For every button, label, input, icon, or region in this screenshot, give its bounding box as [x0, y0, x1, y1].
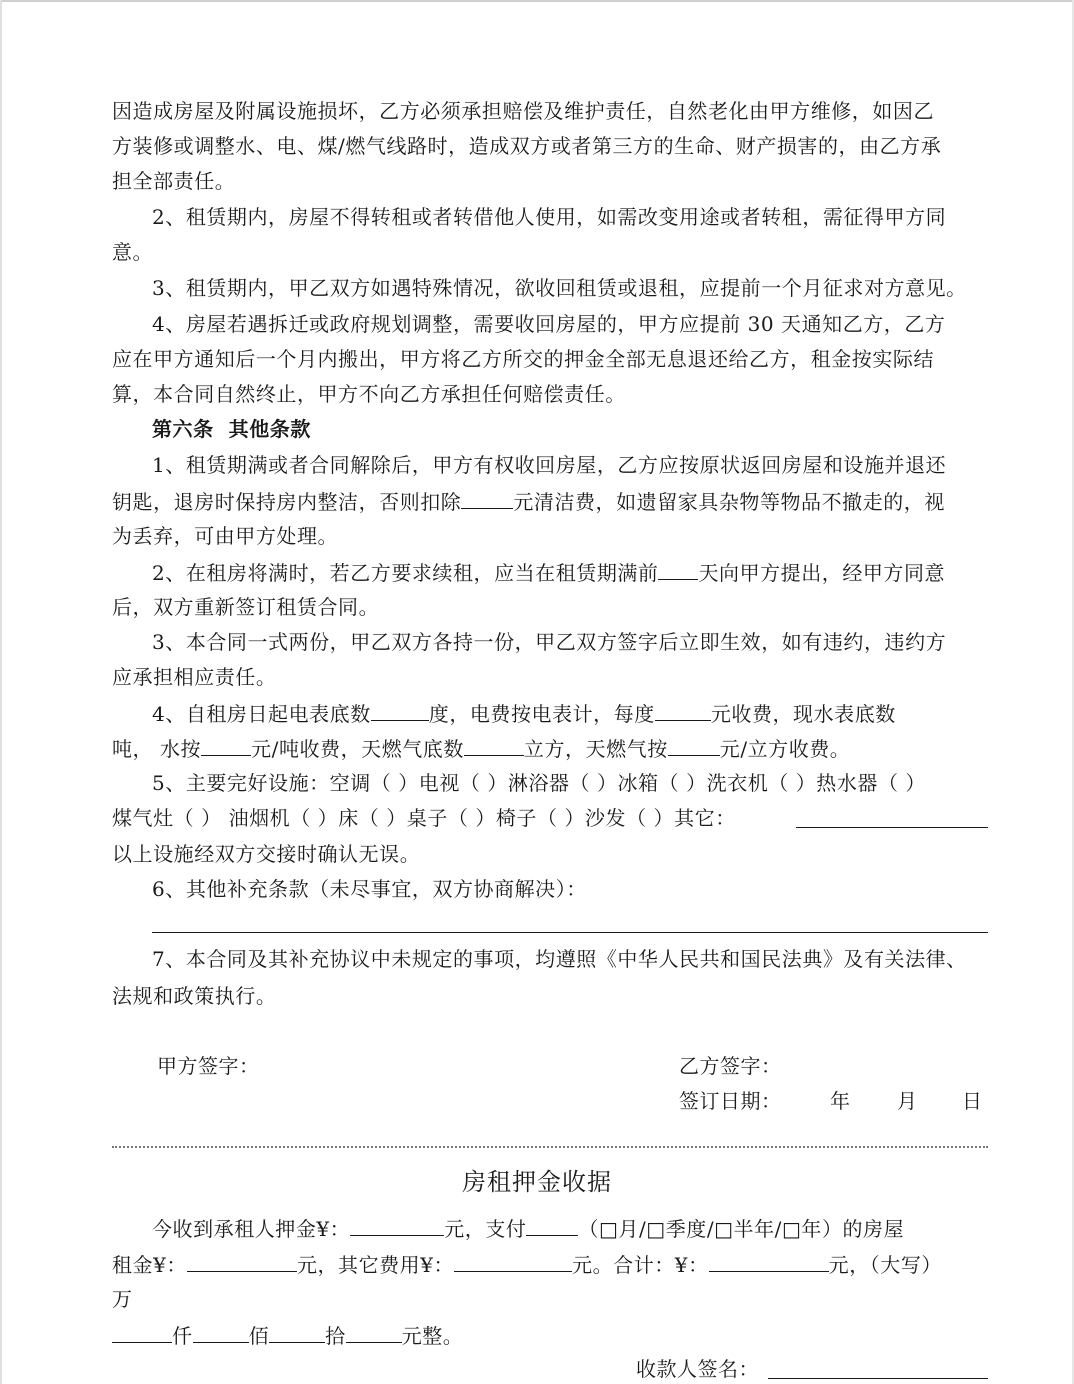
paragraph-line: 担全部责任。 — [112, 169, 236, 193]
text-segment: 天向甲方提出，经甲方同意 — [698, 561, 946, 585]
text-segment: 立方，天燃气按 — [523, 737, 668, 761]
meter-reading-blank — [371, 700, 429, 721]
cleaning-fee-blank — [461, 488, 513, 509]
payee-signature-label: 收款人签名： — [636, 1357, 759, 1381]
text-segment: 租金¥： — [112, 1253, 187, 1277]
amount-blank — [346, 1322, 402, 1343]
receipt-line — [112, 1251, 942, 1277]
text-segment: 今收到承租人押金¥： — [152, 1217, 351, 1241]
electric-price-blank — [655, 700, 711, 721]
paragraph-line: 意。 — [112, 240, 154, 264]
clause-item-4: 4、房屋若遇拆迁或政府规划调整，需要收回房屋的，甲方应提前 30 天通知乙方，乙方 — [152, 312, 946, 336]
text-segment: 元清洁费，如遗留家具杂物等物品不撤走的，视 — [513, 490, 945, 514]
paragraph-line: 应承担相应责任。 — [112, 665, 277, 689]
text-segment: 2、在租房将满时，若乙方要求续租，应当在租赁期满前 — [152, 561, 659, 585]
paragraph-line — [112, 488, 945, 514]
paragraph-line: 后，双方重新签订租赁合同。 — [112, 595, 380, 619]
date-month: 月 — [897, 1089, 918, 1113]
clause-item-6: 6、其他补充条款（未尽事宜，双方协商解决）： — [152, 877, 587, 901]
rent-amount-blank — [187, 1251, 297, 1272]
paragraph-line: 为丢弃，可由甲方处理。 — [112, 524, 339, 548]
receipt-line — [112, 1322, 463, 1348]
clause-item-4 — [152, 700, 896, 726]
text-segment: 佰 — [248, 1324, 270, 1348]
amount-blank — [112, 1322, 172, 1343]
clause-item-3: 3、本合同一式两份，甲乙双方各持一份，甲乙双方签字后立即生效，如有违约，违约方 — [152, 630, 947, 654]
paragraph-line: 应在甲方通知后一个月内搬出，甲方将乙方所交的押金全部无息退还给乙方，租金按实际结 — [112, 347, 934, 371]
text-segment: 吨， 水按 — [112, 737, 202, 761]
total-amount-blank — [709, 1251, 829, 1272]
payee-signature-blank — [768, 1378, 988, 1379]
party-a-signature-label: 甲方签字： — [157, 1054, 260, 1078]
text-segment: 仟 — [172, 1324, 193, 1348]
text-segment: （□月/□季度/□半年/□年）的房屋 — [578, 1217, 905, 1241]
article-heading: 第六条 其他条款 — [152, 417, 311, 441]
receipt-line — [152, 1215, 904, 1241]
date-day: 日 — [962, 1089, 983, 1113]
paragraph-line: 以上设施经双方交接时确认无误。 — [112, 842, 421, 866]
text-segment: 元，支付 — [444, 1217, 527, 1241]
sign-date-label: 签订日期： — [679, 1089, 782, 1113]
clause-item-3: 3、租赁期内，甲乙双方如遇特殊情况，欲收回租赁或退租，应提前一个月征求对方意见。 — [152, 276, 967, 300]
other-facilities-blank — [796, 827, 988, 828]
paragraph-line: 煤气灶（ ） 油烟机（ ）床（ ）桌子（ ）椅子（ ）沙发（ ）其它： — [112, 806, 736, 830]
date-year: 年 — [830, 1089, 851, 1113]
text-segment: 钥匙，退房时保持房内整洁，否则扣除 — [112, 490, 462, 514]
receipt-line: 万 — [112, 1287, 133, 1311]
text-segment: 4、自租房日起电表底数 — [152, 702, 371, 726]
amount-blank — [269, 1322, 325, 1343]
text-segment: 拾 — [325, 1324, 346, 1348]
renewal-days-blank — [658, 559, 698, 580]
supplementary-terms-blank — [152, 932, 988, 933]
receipt-title: 房租押金收据 — [462, 1168, 612, 1196]
text-segment: 元，其它费用¥： — [296, 1253, 455, 1277]
deposit-amount-blank — [350, 1215, 444, 1236]
clause-item-2 — [152, 559, 945, 585]
paragraph-line: 算，本合同自然终止，甲方不向乙方承担任何赔偿责任。 — [112, 382, 626, 406]
text-segment: 元，（大写） — [828, 1253, 942, 1277]
cut-line — [112, 1146, 988, 1148]
text-segment: 元整。 — [401, 1324, 464, 1348]
gas-reading-blank — [464, 735, 524, 756]
gas-price-blank — [668, 735, 720, 756]
paragraph-line: 法规和政策执行。 — [112, 984, 277, 1008]
paragraph-line: 因造成房屋及附属设施损坏，乙方必须承担赔偿及维护责任，自然老化由甲方维修，如因乙 — [112, 99, 934, 123]
text-segment: 元。合计：¥： — [572, 1253, 709, 1277]
water-price-blank — [201, 735, 251, 756]
clause-item-2: 2、租赁期内，房屋不得转租或者转借他人使用，如需改变用途或者转租，需征得甲方同 — [152, 205, 947, 229]
text-segment: 元收费，现水表底数 — [710, 702, 896, 726]
other-fees-blank — [454, 1251, 572, 1272]
clause-item-1: 1、租赁期满或者合同解除后，甲方有权收回房屋，乙方应按原状返回房屋和设施并退还 — [152, 453, 947, 477]
text-segment: 元/吨收费，天燃气底数 — [251, 737, 464, 761]
party-b-signature-label: 乙方签字： — [679, 1054, 782, 1078]
amount-blank — [193, 1322, 249, 1343]
text-segment: 元/立方收费。 — [719, 737, 851, 761]
clause-item-5: 5、主要完好设施：空调（ ）电视（ ）淋浴器（ ）冰箱（ ）洗衣机（ ）热水器（ ） — [152, 771, 926, 795]
text-segment: 度，电费按电表计，每度 — [428, 702, 655, 726]
payment-period-blank — [526, 1215, 578, 1236]
paragraph-line: 方装修或调整水、电、煤/燃气线路时，造成双方或者第三方的生命、财产损害的，由乙方承 — [112, 134, 942, 158]
paragraph-line — [112, 735, 850, 761]
clause-item-7: 7、本合同及其补充协议中未规定的事项，均遵照《中华人民共和国民法典》及有关法律、 — [152, 947, 967, 971]
page-frame-top — [0, 0, 1074, 2]
